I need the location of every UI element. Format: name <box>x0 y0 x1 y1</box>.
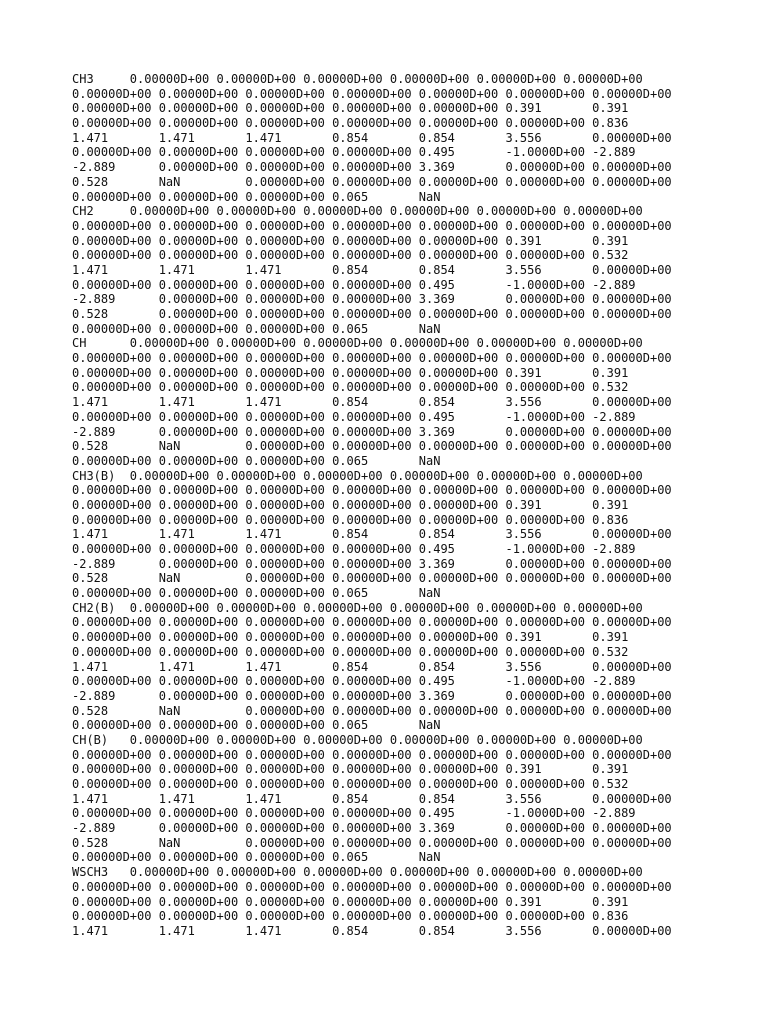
text-line: -2.889 0.00000D+00 0.00000D+00 0.00000D+00 3.369 0.00000D+00 0.00000D+00 <box>72 292 672 307</box>
text-line: -2.889 0.00000D+00 0.00000D+00 0.00000D+00 3.369 0.00000D+00 0.00000D+00 <box>72 688 672 703</box>
text-line: 0.00000D+00 0.00000D+00 0.00000D+00 0.00000D+00 0.00000D+00 0.00000D+00 0.836 <box>72 512 629 527</box>
text-line: 0.00000D+00 0.00000D+00 0.00000D+00 0.00000D+00 0.00000D+00 0.00000D+00 0.00000D+00 <box>72 747 672 762</box>
text-line: 0.528 NaN 0.00000D+00 0.00000D+00 0.00000D+00 0.00000D+00 0.00000D+00 <box>72 439 672 454</box>
text-line: 0.528 0.00000D+00 0.00000D+00 0.00000D+00 0.00000D+00 0.00000D+00 0.00000D+00 <box>72 307 672 321</box>
text-line: 0.00000D+00 0.00000D+00 0.00000D+00 0.00000D+00 0.00000D+00 0.391 0.391 <box>72 365 629 380</box>
text-line: -2.889 0.00000D+00 0.00000D+00 0.00000D+00 3.369 0.00000D+00 0.00000D+00 <box>72 821 672 836</box>
text-line: CH 0.00000D+00 0.00000D+00 0.00000D+00 0.00000D+00 0.00000D+00 0.00000D+00 <box>72 336 643 351</box>
text-line: 0.00000D+00 0.00000D+00 0.00000D+00 0.00000D+00 0.495 -1.0000D+00 -2.889 <box>72 542 636 556</box>
text-line: 0.00000D+00 0.00000D+00 0.00000D+00 0.00000D+00 0.00000D+00 0.00000D+00 0.532 <box>72 777 629 791</box>
text-line: 0.00000D+00 0.00000D+00 0.00000D+00 0.00000D+00 0.00000D+00 0.391 0.391 <box>72 101 629 116</box>
document-text <box>72 72 672 939</box>
text-line: 0.00000D+00 0.00000D+00 0.00000D+00 0.065 NaN <box>72 321 441 336</box>
text-line: 0.00000D+00 0.00000D+00 0.00000D+00 0.00000D+00 0.00000D+00 0.00000D+00 0.532 <box>72 248 629 263</box>
text-line: 0.528 NaN 0.00000D+00 0.00000D+00 0.00000D+00 0.00000D+00 0.00000D+00 <box>72 835 672 850</box>
text-line: 0.528 NaN 0.00000D+00 0.00000D+00 0.00000D+00 0.00000D+00 0.00000D+00 <box>72 174 672 189</box>
text-line: 1.471 1.471 1.471 0.854 0.854 3.556 0.00000D+00 <box>72 527 672 542</box>
text-line: 0.00000D+00 0.00000D+00 0.00000D+00 0.00000D+00 0.00000D+00 0.00000D+00 0.836 <box>72 909 629 924</box>
text-line: 1.471 1.471 1.471 0.854 0.854 3.556 0.00000D+00 <box>72 923 672 938</box>
text-line: 1.471 1.471 1.471 0.854 0.854 3.556 0.00000D+00 <box>72 659 672 674</box>
text-line: 0.00000D+00 0.00000D+00 0.00000D+00 0.00000D+00 0.00000D+00 0.00000D+00 0.00000D+00 <box>72 218 672 233</box>
text-line: 0.00000D+00 0.00000D+00 0.00000D+00 0.065 NaN <box>72 189 441 204</box>
text-line: 0.00000D+00 0.00000D+00 0.00000D+00 0.00000D+00 0.00000D+00 0.00000D+00 0.532 <box>72 644 629 659</box>
text-line: CH2(B) 0.00000D+00 0.00000D+00 0.00000D+00 0.00000D+00 0.00000D+00 0.00000D+00 <box>72 600 643 615</box>
text-line: 0.00000D+00 0.00000D+00 0.00000D+00 0.00000D+00 0.00000D+00 0.00000D+00 0.00000D+00 <box>72 351 672 366</box>
text-line: CH2 0.00000D+00 0.00000D+00 0.00000D+00 0.00000D+00 0.00000D+00 0.00000D+00 <box>72 204 643 219</box>
text-line: 0.00000D+00 0.00000D+00 0.00000D+00 0.065 NaN <box>72 850 441 865</box>
text-line: 0.528 NaN 0.00000D+00 0.00000D+00 0.00000D+00 0.00000D+00 0.00000D+00 <box>72 703 672 718</box>
text-line: 0.00000D+00 0.00000D+00 0.00000D+00 0.00000D+00 0.495 -1.0000D+00 -2.889 <box>72 806 636 821</box>
text-line: 0.00000D+00 0.00000D+00 0.00000D+00 0.00000D+00 0.495 -1.0000D+00 -2.889 <box>72 409 636 424</box>
text-line: 0.00000D+00 0.00000D+00 0.00000D+00 0.00000D+00 0.495 -1.0000D+00 -2.889 <box>72 145 636 160</box>
text-line: 0.00000D+00 0.00000D+00 0.00000D+00 0.00000D+00 0.00000D+00 0.00000D+00 0.00000D+00 <box>72 86 672 101</box>
text-line: 0.00000D+00 0.00000D+00 0.00000D+00 0.00000D+00 0.495 -1.0000D+00 -2.889 <box>72 674 636 689</box>
text-line: 0.00000D+00 0.00000D+00 0.00000D+00 0.065 NaN <box>72 718 441 733</box>
text-line: 0.00000D+00 0.00000D+00 0.00000D+00 0.00000D+00 0.00000D+00 0.00000D+00 0.00000D+00 <box>72 879 672 894</box>
text-line: -2.889 0.00000D+00 0.00000D+00 0.00000D+00 3.369 0.00000D+00 0.00000D+00 <box>72 424 672 439</box>
text-line: 0.00000D+00 0.00000D+00 0.00000D+00 0.00000D+00 0.495 -1.0000D+00 -2.889 <box>72 277 636 292</box>
text-line: 0.00000D+00 0.00000D+00 0.00000D+00 0.00000D+00 0.00000D+00 0.391 0.391 <box>72 497 629 512</box>
text-line: 0.00000D+00 0.00000D+00 0.00000D+00 0.00000D+00 0.00000D+00 0.391 0.391 <box>72 894 629 909</box>
text-line: CH3(B) 0.00000D+00 0.00000D+00 0.00000D+00 0.00000D+00 0.00000D+00 0.00000D+00 <box>72 468 643 483</box>
text-line: CH3 0.00000D+00 0.00000D+00 0.00000D+00 0.00000D+00 0.00000D+00 0.00000D+00 <box>72 72 643 86</box>
text-line: 0.528 NaN 0.00000D+00 0.00000D+00 0.00000D+00 0.00000D+00 0.00000D+00 <box>72 571 672 586</box>
text-line: 0.00000D+00 0.00000D+00 0.00000D+00 0.065 NaN <box>72 453 441 468</box>
text-line: 0.00000D+00 0.00000D+00 0.00000D+00 0.00000D+00 0.00000D+00 0.00000D+00 0.00000D+00 <box>72 615 672 630</box>
text-line: 1.471 1.471 1.471 0.854 0.854 3.556 0.00000D+00 <box>72 395 672 410</box>
text-line: 1.471 1.471 1.471 0.854 0.854 3.556 0.00000D+00 <box>72 791 672 806</box>
text-line: 0.00000D+00 0.00000D+00 0.00000D+00 0.00000D+00 0.00000D+00 0.391 0.391 <box>72 630 629 645</box>
text-line: CH(B) 0.00000D+00 0.00000D+00 0.00000D+00 0.00000D+00 0.00000D+00 0.00000D+00 <box>72 732 643 747</box>
text-line: -2.889 0.00000D+00 0.00000D+00 0.00000D+00 3.369 0.00000D+00 0.00000D+00 <box>72 160 672 175</box>
text-line: 0.00000D+00 0.00000D+00 0.00000D+00 0.00000D+00 0.00000D+00 0.391 0.391 <box>72 233 629 248</box>
text-line: 1.471 1.471 1.471 0.854 0.854 3.556 0.00000D+00 <box>72 130 672 145</box>
text-line: WSCH3 0.00000D+00 0.00000D+00 0.00000D+00 0.00000D+00 0.00000D+00 0.00000D+00 <box>72 865 643 880</box>
text-line: 0.00000D+00 0.00000D+00 0.00000D+00 0.00000D+00 0.00000D+00 0.00000D+00 0.532 <box>72 380 629 395</box>
text-line: 1.471 1.471 1.471 0.854 0.854 3.556 0.00000D+00 <box>72 262 672 277</box>
text-line: 0.00000D+00 0.00000D+00 0.00000D+00 0.065 NaN <box>72 586 441 601</box>
text-line: 0.00000D+00 0.00000D+00 0.00000D+00 0.00000D+00 0.00000D+00 0.00000D+00 0.836 <box>72 116 629 131</box>
text-line: 0.00000D+00 0.00000D+00 0.00000D+00 0.00000D+00 0.00000D+00 0.391 0.391 <box>72 762 629 777</box>
text-line: -2.889 0.00000D+00 0.00000D+00 0.00000D+00 3.369 0.00000D+00 0.00000D+00 <box>72 556 672 571</box>
text-line: 0.00000D+00 0.00000D+00 0.00000D+00 0.00000D+00 0.00000D+00 0.00000D+00 0.00000D+00 <box>72 483 672 498</box>
